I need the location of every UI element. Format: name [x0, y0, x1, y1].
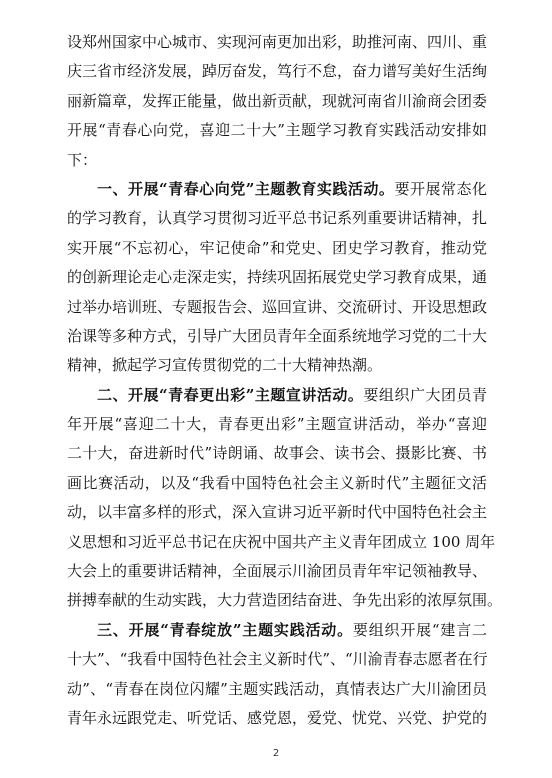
section-heading: 二、开展“青春更出彩”主题宣讲活动。	[97, 385, 364, 404]
text-line: 二十大，奋进新时代”诗朗诵、故事会、读书会、摄影比赛、书	[67, 444, 487, 463]
text-line: 的创新理论走心走深走实，持续巩固拓展党史学习教育成果，通	[67, 268, 488, 287]
section-heading: 三、开展“青春绽放”主题实践活动。	[97, 620, 353, 639]
text-line: 拼搏奉献的生动实践，大力营造团结奋进、争先出彩的浓厚氛围。	[67, 591, 503, 610]
text-line: 义思想和习近平总书记在庆祝中国共产主义青年团成立 100 周年	[67, 532, 496, 551]
paragraph-section-3	[67, 616, 487, 734]
text-line: 治课等多种方式，引导广大团员青年全面系统地学习党的二十大	[67, 326, 488, 345]
paragraph-intro	[67, 28, 487, 175]
section-first-line	[67, 616, 487, 645]
section-text: 要组织开展“建言二	[352, 620, 487, 639]
text-line: 的学习教育，认真学习贯彻习近平总书记系列重要讲话精神，扎	[67, 209, 488, 228]
paragraph-section-1	[67, 175, 487, 381]
text-line: 动，以丰富多样的形式，深入宣讲习近平新时代中国特色社会主	[67, 503, 488, 522]
text-line: 画比赛活动，以及“我看中国特色社会主义新时代”主题征文活	[67, 473, 487, 492]
section-heading: 一、开展“青春心向党”主题教育实践活动。	[97, 179, 395, 198]
section-text: 要组织广大团员青	[363, 385, 487, 404]
page-number: 2	[272, 748, 280, 759]
section-first-line	[67, 381, 487, 410]
text-line: 庆三省市经济发展，踔厉奋发，笃行不怠，奋力谱写美好生活绚	[67, 62, 488, 81]
paragraph-section-2	[67, 381, 503, 616]
section-text: 要开展常态化	[394, 179, 487, 198]
text-line: 青年永远跟党走、听党话、感党恩，爱党、忧党、兴党、护党的	[67, 708, 488, 727]
text-line: 实开展“不忘初心，牢记使命”和党史、团史学习教育，推动党	[67, 238, 487, 257]
text-line: 动”、“青春在岗位闪耀”主题实践活动，真情表达广大川渝团员	[67, 679, 487, 698]
section-first-line	[67, 175, 487, 204]
text-line: 年开展“喜迎二十大，青春更出彩”主题宣讲活动，举办“喜迎	[67, 415, 487, 434]
text-line: 大会上的重要讲话精神，全面展示川渝团员青年牢记领袖教导、	[67, 562, 488, 581]
text-line: 丽新篇章，发挥正能量，做出新贡献，现就河南省川渝商会团委	[67, 91, 488, 110]
document-body	[67, 28, 503, 733]
text-line: 十大”、“我看中国特色社会主义新时代”、“川渝青春志愿者在行	[67, 650, 488, 669]
text-line: 精神，掀起学习宣传贯彻党的二十大精神热潮。	[67, 356, 383, 375]
text-line: 下：	[67, 150, 98, 169]
text-line: 过举办培训班、专题报告会、巡回宣讲、交流研讨、开设思想政	[67, 297, 488, 316]
text-line: 设郑州国家中心城市、实现河南更加出彩，助推河南、四川、重	[67, 33, 488, 51]
text-line: 开展“青春心向党，喜迎二十大”主题学习教育实践活动安排如	[67, 121, 487, 140]
